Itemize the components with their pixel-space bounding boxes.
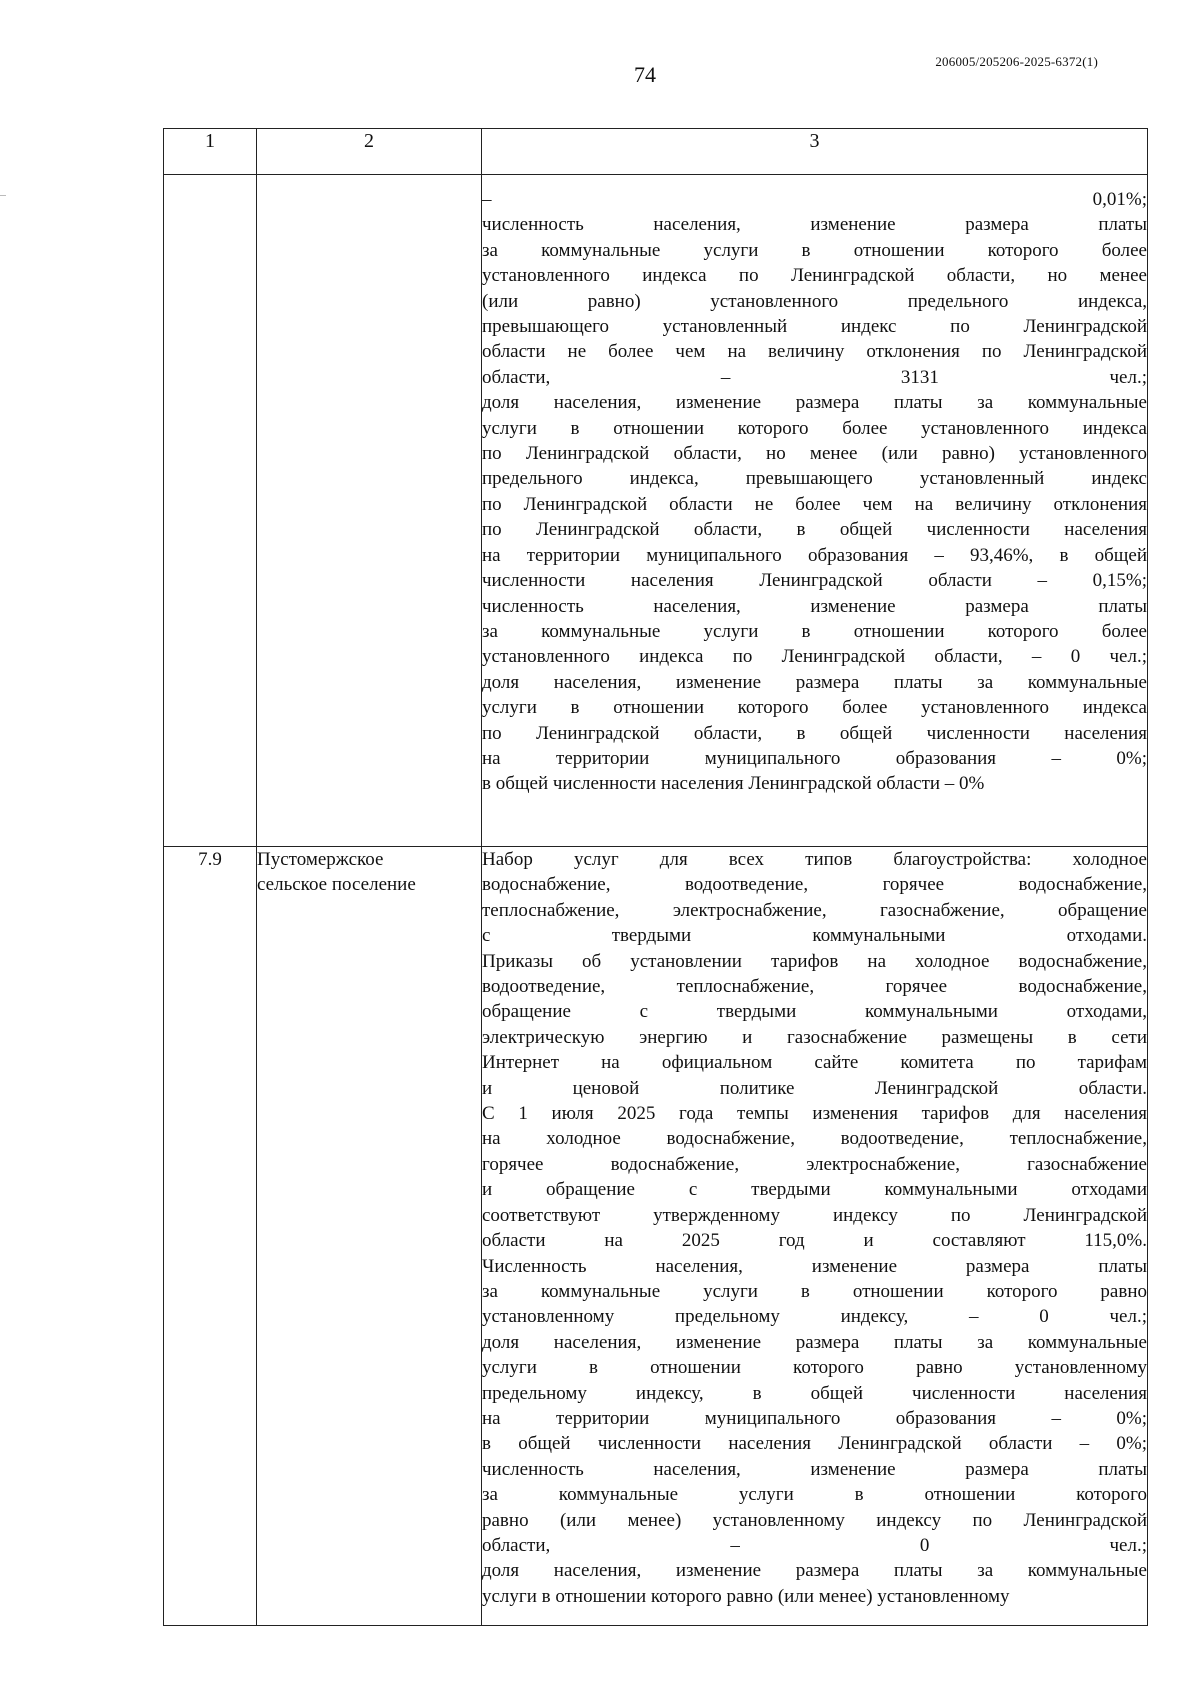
text-line: равно (или менее) установленному индексу по Ленинградской — [482, 1509, 1147, 1531]
text-line: Интернет на официальном сайте комитета по тарифам — [482, 1052, 1147, 1074]
text-line: горячее водоснабжение, электроснабжение, газоснабжение — [482, 1153, 1147, 1175]
text-line: предельному индексу, в общей численности населения — [482, 1382, 1147, 1404]
text-line: соответствуют утвержденному индексу по Ленинградской — [482, 1204, 1147, 1226]
table-row-continuation — [164, 175, 1148, 847]
row-number-cell — [164, 175, 257, 847]
text-line: услуги в отношении которого более установленного индекса — [482, 417, 1147, 439]
document-code: 206005/205206-2025-6372(1) — [935, 54, 1098, 69]
text-line: за коммунальные услуги в отношении которого — [482, 1484, 1147, 1506]
column-header-1: 1 — [164, 129, 257, 175]
text-line: Приказы об установлении тарифов на холодное водоснабжение, — [482, 950, 1147, 972]
municipality-name-cell — [257, 847, 482, 1626]
table-row-7-9 — [164, 847, 1148, 1626]
text-line: доля населения, изменение размера платы за коммунальные — [482, 1560, 1147, 1582]
text-line: области, – 0 чел.; — [482, 1534, 1147, 1556]
text-line: и обращение с твердыми коммунальными отходами — [482, 1179, 1147, 1201]
text-line: доля населения, изменение размера платы за коммунальные — [482, 392, 1147, 414]
text-line: доля населения, изменение размера платы за коммунальные — [482, 671, 1147, 693]
text-line: за коммунальные услуги в отношении которого равно — [482, 1280, 1147, 1302]
column-header-3: 3 — [482, 129, 1148, 175]
text-line: превышающего установленный индекс по Ленинградской — [482, 316, 1147, 338]
text-line: численности населения Ленинградской области – 0,15%; — [482, 570, 1147, 592]
text-line: услуги в отношении которого более установленного индекса — [482, 697, 1147, 719]
text-line: на территории муниципального образования – 0%; — [482, 747, 1147, 769]
text-line: услуги в отношении которого равно установленному — [482, 1357, 1147, 1379]
text-line: области не более чем на величину отклонения по Ленинградской — [482, 341, 1147, 363]
description-cell — [482, 175, 1148, 847]
text-line: с твердыми коммунальными отходами. — [482, 925, 1147, 947]
header-row — [164, 129, 1148, 175]
text-line: теплоснабжение, электроснабжение, газоснабжение, обращение — [482, 899, 1147, 921]
text-line: предельного индекса, превышающего установленный индекс — [482, 468, 1147, 490]
text-line: в общей численности населения Ленинградской области – 0% — [482, 773, 985, 795]
text-line: численность населения, изменение размера платы — [482, 595, 1147, 617]
text-line: по Ленинградской области, в общей численности населения — [482, 519, 1147, 541]
text-line: по Ленинградской области, но менее (или равно) установленного — [482, 443, 1147, 465]
text-line: доля населения, изменение размера платы за коммунальные — [482, 1331, 1147, 1353]
text-line: по Ленинградской области не более чем на величину отклонения — [482, 493, 1147, 515]
text-line: водоотведение, теплоснабжение, горячее водоснабжение, — [482, 976, 1147, 998]
municipality-name-line: Пустомержское — [257, 849, 384, 870]
text-line: – 0,01%; — [482, 189, 1147, 210]
main-table — [163, 128, 1148, 1626]
text-line: услуги в отношении которого равно (или менее) установленному — [482, 1585, 1010, 1607]
text-line: по Ленинградской области, в общей численности населения — [482, 722, 1147, 744]
text-line: установленного индекса по Ленинградской области, но менее — [482, 265, 1147, 287]
text-line: за коммунальные услуги в отношении которого более — [482, 620, 1147, 642]
text-line: на территории муниципального образования – 0%; — [482, 1407, 1147, 1429]
text-line: электрическую энергию и газоснабжение размещены в сети — [482, 1026, 1147, 1048]
scan-mark — [0, 195, 6, 196]
text-line: на холодное водоснабжение, водоотведение, теплоснабжение, — [482, 1128, 1147, 1150]
municipality-name-cell — [257, 175, 482, 847]
text-line: водоснабжение, водоотведение, горячее водоснабжение, — [482, 874, 1147, 896]
text-line: в общей численности населения Ленинградской области – 0%; — [482, 1433, 1147, 1455]
column-header-2: 2 — [257, 129, 482, 175]
text-line: численность населения, изменение размера платы — [482, 214, 1147, 236]
text-line: обращение с твердыми коммунальными отходами, — [482, 1001, 1147, 1023]
text-line: и ценовой политике Ленинградской области. — [482, 1077, 1147, 1099]
text-line: (или равно) установленного предельного индекса, — [482, 290, 1147, 312]
text-line: на территории муниципального образования – 93,46%, в общей — [482, 544, 1147, 566]
text-line: установленному предельному индексу, – 0 чел.; — [482, 1306, 1147, 1328]
description-cell — [482, 847, 1148, 1626]
text-line: численность населения, изменение размера платы — [482, 1458, 1147, 1480]
text-line: области на 2025 год и составляют 115,0%. — [482, 1230, 1147, 1252]
page-number: 74 — [634, 62, 656, 87]
text-line: области, – 3131 чел.; — [482, 366, 1147, 388]
text-line: С 1 июля 2025 года темпы изменения тарифов для населения — [482, 1103, 1147, 1125]
municipality-name-line: сельское поселение — [257, 874, 416, 896]
text-line: Численность населения, изменение размера платы — [482, 1255, 1147, 1277]
text-line: за коммунальные услуги в отношении которого более — [482, 239, 1147, 261]
row-number-cell: 7.9 — [164, 847, 257, 1626]
text-line: установленного индекса по Ленинградской области, – 0 чел.; — [482, 646, 1147, 668]
text-line: Набор услуг для всех типов благоустройства: холодное — [482, 849, 1147, 870]
